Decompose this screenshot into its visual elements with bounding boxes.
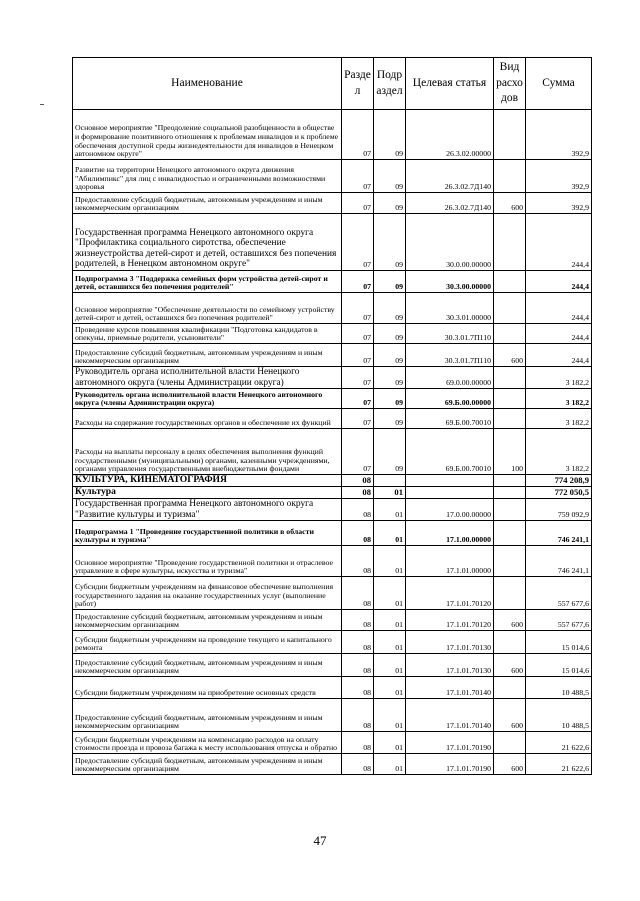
header-section: Разде л bbox=[342, 58, 374, 110]
budget-table bbox=[72, 57, 592, 775]
row-sum: 392,9 bbox=[526, 110, 592, 160]
row-expense-type: 600 bbox=[494, 754, 526, 775]
table-row bbox=[73, 367, 592, 389]
row-section: 07 bbox=[342, 214, 374, 271]
row-expense-type bbox=[494, 367, 526, 389]
row-expense-type bbox=[494, 110, 526, 160]
row-section: 07 bbox=[342, 367, 374, 389]
row-subsection: 09 bbox=[374, 429, 406, 475]
row-name: Основное мероприятие "Проведение государственной политики и отраслевое управление в сфере культуры, искусства и туризма" bbox=[73, 546, 342, 577]
row-sum: 3 182,2 bbox=[526, 389, 592, 409]
row-section: 07 bbox=[342, 160, 374, 193]
row-subsection: 01 bbox=[374, 677, 406, 699]
table-row bbox=[73, 521, 592, 546]
row-target-article: 30.3.01.00000 bbox=[406, 293, 494, 324]
row-subsection: 09 bbox=[374, 367, 406, 389]
table-row bbox=[73, 160, 592, 193]
row-section: 08 bbox=[342, 475, 374, 487]
row-sum: 3 182,2 bbox=[526, 409, 592, 429]
row-subsection: 01 bbox=[374, 610, 406, 631]
row-sum: 392,9 bbox=[526, 160, 592, 193]
row-section: 08 bbox=[342, 654, 374, 677]
table-row bbox=[73, 754, 592, 775]
row-subsection: 09 bbox=[374, 389, 406, 409]
row-section: 07 bbox=[342, 193, 374, 214]
table-row bbox=[73, 110, 592, 160]
table-row bbox=[73, 699, 592, 732]
row-target-article: 17.1.01.70120 bbox=[406, 610, 494, 631]
page-number: 47 bbox=[313, 833, 327, 848]
row-name: Основное мероприятие "Преодоление социальной разобщенности в обществе и формирование позитивного отношения к проблемам инвалидов и к проблеме обеспечения доступной среды жизнедеятельности для инвалидов в Ненецком автономном округе" bbox=[73, 110, 342, 160]
row-sum: 21 622,6 bbox=[526, 732, 592, 754]
table-row bbox=[73, 324, 592, 344]
table-row bbox=[73, 654, 592, 677]
row-target-article: 26.3.02.00000 bbox=[406, 110, 494, 160]
margin-mark bbox=[40, 104, 44, 105]
row-target-article: 30.3.01.7П110 bbox=[406, 344, 494, 367]
row-sum: 774 208,9 bbox=[526, 475, 592, 487]
table-header-row bbox=[73, 58, 592, 110]
table-row bbox=[73, 610, 592, 631]
row-name: КУЛЬТУРА, КИНЕМАТОГРАФИЯ bbox=[73, 475, 342, 487]
table-row bbox=[73, 677, 592, 699]
row-name: Руководитель органа исполнительной власти Ненецкого автономного округа (члены Администрации округа) bbox=[73, 389, 342, 409]
table-row bbox=[73, 293, 592, 324]
row-subsection: 09 bbox=[374, 193, 406, 214]
header-expense-type: Вид расхо дов bbox=[494, 58, 526, 110]
row-subsection: 01 bbox=[374, 631, 406, 654]
row-expense-type bbox=[494, 409, 526, 429]
row-expense-type bbox=[494, 577, 526, 610]
row-sum: 392,9 bbox=[526, 193, 592, 214]
row-sum: 10 488,5 bbox=[526, 699, 592, 732]
row-expense-type bbox=[494, 521, 526, 546]
row-sum: 15 014,6 bbox=[526, 654, 592, 677]
row-section: 07 bbox=[342, 293, 374, 324]
table-row bbox=[73, 487, 592, 499]
table-row bbox=[73, 271, 592, 293]
row-expense-type bbox=[494, 475, 526, 487]
row-subsection bbox=[374, 475, 406, 487]
row-sum: 21 622,6 bbox=[526, 754, 592, 775]
table-row bbox=[73, 631, 592, 654]
row-name: Государственная программа Ненецкого автономного округа "Профилактика социального сиротства, обеспечение жизнеустройства детей-сирот и детей, оставшихся без попечения родителей, в Ненецком автономном округе" bbox=[73, 214, 342, 271]
table-row bbox=[73, 577, 592, 610]
row-name: Основное мероприятие "Обеспечение деятельности по семейному устройству детей-сирот и детей, оставшихся без попечения родителей" bbox=[73, 293, 342, 324]
row-name: Руководитель органа исполнительной власти Ненецкого автономного округа (члены Администрации округа) bbox=[73, 367, 342, 389]
row-section: 08 bbox=[342, 732, 374, 754]
row-target-article: 30.0.00.00000 bbox=[406, 214, 494, 271]
row-subsection: 09 bbox=[374, 409, 406, 429]
row-target-article bbox=[406, 487, 494, 499]
row-expense-type bbox=[494, 677, 526, 699]
table-row bbox=[73, 344, 592, 367]
row-subsection: 09 bbox=[374, 110, 406, 160]
row-target-article: 69.Б.00.00000 bbox=[406, 389, 494, 409]
row-target-article: 17.1.01.70130 bbox=[406, 631, 494, 654]
row-name: Субсидии бюджетным учреждениям на компенсацию расходов на оплату стоимости проезда и провоза багажа к месту использования отпуска и обратно bbox=[73, 732, 342, 754]
row-target-article: 17.1.00.00000 bbox=[406, 521, 494, 546]
row-expense-type: 600 bbox=[494, 699, 526, 732]
row-name: Государственная программа Ненецкого автономного округа "Развитие культуры и туризма" bbox=[73, 499, 342, 521]
row-expense-type bbox=[494, 487, 526, 499]
table-row bbox=[73, 214, 592, 271]
row-sum: 244,4 bbox=[526, 324, 592, 344]
row-section: 08 bbox=[342, 499, 374, 521]
row-target-article: 17.1.01.70140 bbox=[406, 677, 494, 699]
row-target-article: 26.3.02.7Д140 bbox=[406, 193, 494, 214]
row-section: 08 bbox=[342, 631, 374, 654]
row-name: Предоставление субсидий бюджетным, автономным учреждениям и иным некоммерческим организациям bbox=[73, 654, 342, 677]
row-section: 07 bbox=[342, 389, 374, 409]
row-subsection: 01 bbox=[374, 499, 406, 521]
table-row bbox=[73, 475, 592, 487]
row-expense-type: 600 bbox=[494, 344, 526, 367]
row-name: Субсидии бюджетным учреждениям на приобретение основных средств bbox=[73, 677, 342, 699]
row-subsection: 01 bbox=[374, 521, 406, 546]
row-expense-type: 100 bbox=[494, 429, 526, 475]
row-target-article: 69.Б.00.70010 bbox=[406, 409, 494, 429]
row-expense-type: 600 bbox=[494, 654, 526, 677]
row-section: 07 bbox=[342, 409, 374, 429]
row-section: 08 bbox=[342, 546, 374, 577]
row-expense-type: 600 bbox=[494, 610, 526, 631]
row-sum: 746 241,1 bbox=[526, 521, 592, 546]
row-subsection: 09 bbox=[374, 160, 406, 193]
row-sum: 3 182,2 bbox=[526, 429, 592, 475]
row-subsection: 01 bbox=[374, 546, 406, 577]
row-target-article: 69.0.00.00000 bbox=[406, 367, 494, 389]
row-sum: 244,4 bbox=[526, 344, 592, 367]
row-sum: 244,4 bbox=[526, 293, 592, 324]
row-name: Предоставление субсидий бюджетным, автономным учреждениям и иным некоммерческим организациям bbox=[73, 699, 342, 732]
row-section: 07 bbox=[342, 324, 374, 344]
header-target-article: Целевая статья bbox=[406, 58, 494, 110]
row-section: 08 bbox=[342, 487, 374, 499]
row-sum: 557 677,6 bbox=[526, 610, 592, 631]
table-row bbox=[73, 732, 592, 754]
row-sum: 10 488,5 bbox=[526, 677, 592, 699]
row-target-article: 17.1.01.70190 bbox=[406, 732, 494, 754]
row-target-article: 30.3.01.7П110 bbox=[406, 324, 494, 344]
row-name: Развитие на территории Ненецкого автономного округа движения "Абилимпикс" для лиц с инвалидностью и ограниченными возможностями здоровья bbox=[73, 160, 342, 193]
row-expense-type bbox=[494, 324, 526, 344]
row-expense-type bbox=[494, 732, 526, 754]
row-expense-type bbox=[494, 389, 526, 409]
row-sum: 746 241,1 bbox=[526, 546, 592, 577]
row-target-article: 26.3.02.7Д140 bbox=[406, 160, 494, 193]
row-subsection: 01 bbox=[374, 754, 406, 775]
row-target-article: 17.0.00.00000 bbox=[406, 499, 494, 521]
row-target-article: 69.Б.00.70010 bbox=[406, 429, 494, 475]
row-expense-type bbox=[494, 271, 526, 293]
row-sum: 759 092,9 bbox=[526, 499, 592, 521]
row-subsection: 01 bbox=[374, 699, 406, 732]
row-name: Подпрограмма 3 "Поддержка семейных форм устройства детей-сирот и детей, оставшихся без попечения родителей" bbox=[73, 271, 342, 293]
row-subsection: 01 bbox=[374, 654, 406, 677]
row-subsection: 01 bbox=[374, 732, 406, 754]
table-row bbox=[73, 499, 592, 521]
table-row bbox=[73, 193, 592, 214]
row-name: Предоставление субсидий бюджетным, автономным учреждениям и иным некоммерческим организациям bbox=[73, 193, 342, 214]
row-section: 07 bbox=[342, 429, 374, 475]
row-sum: 244,4 bbox=[526, 271, 592, 293]
row-name: Субсидии бюджетным учреждениям на проведение текущего и капитального ремонта bbox=[73, 631, 342, 654]
header-name: Наименование bbox=[73, 58, 342, 110]
row-name: Расходы на содержание государственных органов и обеспечение их функций bbox=[73, 409, 342, 429]
row-target-article bbox=[406, 475, 494, 487]
row-section: 08 bbox=[342, 521, 374, 546]
row-sum: 772 050,5 bbox=[526, 487, 592, 499]
row-expense-type bbox=[494, 631, 526, 654]
row-expense-type bbox=[494, 546, 526, 577]
table-row bbox=[73, 546, 592, 577]
table-row bbox=[73, 389, 592, 409]
row-section: 07 bbox=[342, 344, 374, 367]
row-sum: 3 182,2 bbox=[526, 367, 592, 389]
table-row bbox=[73, 429, 592, 475]
row-expense-type bbox=[494, 499, 526, 521]
row-sum: 15 014,6 bbox=[526, 631, 592, 654]
table-row bbox=[73, 409, 592, 429]
row-subsection: 09 bbox=[374, 293, 406, 324]
row-subsection: 01 bbox=[374, 577, 406, 610]
row-target-article: 17.1.01.70140 bbox=[406, 699, 494, 732]
row-name: Культура bbox=[73, 487, 342, 499]
row-target-article: 17.1.01.70120 bbox=[406, 577, 494, 610]
row-name: Подпрограмма 1 "Проведение государственной политики в области культуры и туризма" bbox=[73, 521, 342, 546]
row-expense-type: 600 bbox=[494, 193, 526, 214]
row-section: 08 bbox=[342, 699, 374, 732]
row-sum: 244,4 bbox=[526, 214, 592, 271]
row-section: 08 bbox=[342, 677, 374, 699]
row-sum: 557 677,6 bbox=[526, 577, 592, 610]
header-sum: Сумма bbox=[526, 58, 592, 110]
row-section: 08 bbox=[342, 754, 374, 775]
row-name: Предоставление субсидий бюджетным, автономным учреждениям и иным некоммерческим организациям bbox=[73, 754, 342, 775]
row-subsection: 09 bbox=[374, 344, 406, 367]
row-expense-type bbox=[494, 160, 526, 193]
row-name: Проведение курсов повышения квалификации "Подготовка кандидатов в опекуны, приемные родители, усыновители" bbox=[73, 324, 342, 344]
row-target-article: 17.1.01.70130 bbox=[406, 654, 494, 677]
row-name: Расходы на выплаты персоналу в целях обеспечения выполнения функций государственными (муниципальными) органами, казенными учреждениями, органами управления государственными внебюджетными фондами bbox=[73, 429, 342, 475]
row-expense-type bbox=[494, 293, 526, 324]
row-subsection: 09 bbox=[374, 324, 406, 344]
row-name: Предоставление субсидий бюджетным, автономным учреждениям и иным некоммерческим организациям bbox=[73, 610, 342, 631]
row-name: Субсидии бюджетным учреждениям на финансовое обеспечение выполнения государственного задания на оказание государственных услуг (выполнение работ) bbox=[73, 577, 342, 610]
row-name: Предоставление субсидий бюджетным, автономным учреждениям и иным некоммерческим организациям bbox=[73, 344, 342, 367]
row-section: 07 bbox=[342, 110, 374, 160]
row-target-article: 17.1.01.70190 bbox=[406, 754, 494, 775]
header-subsection: Подр аздел bbox=[374, 58, 406, 110]
row-expense-type bbox=[494, 214, 526, 271]
row-target-article: 30.3.00.00000 bbox=[406, 271, 494, 293]
row-subsection: 09 bbox=[374, 214, 406, 271]
row-section: 08 bbox=[342, 610, 374, 631]
row-subsection: 01 bbox=[374, 487, 406, 499]
row-subsection: 09 bbox=[374, 271, 406, 293]
row-target-article: 17.1.01.00000 bbox=[406, 546, 494, 577]
row-section: 08 bbox=[342, 577, 374, 610]
row-section: 07 bbox=[342, 271, 374, 293]
